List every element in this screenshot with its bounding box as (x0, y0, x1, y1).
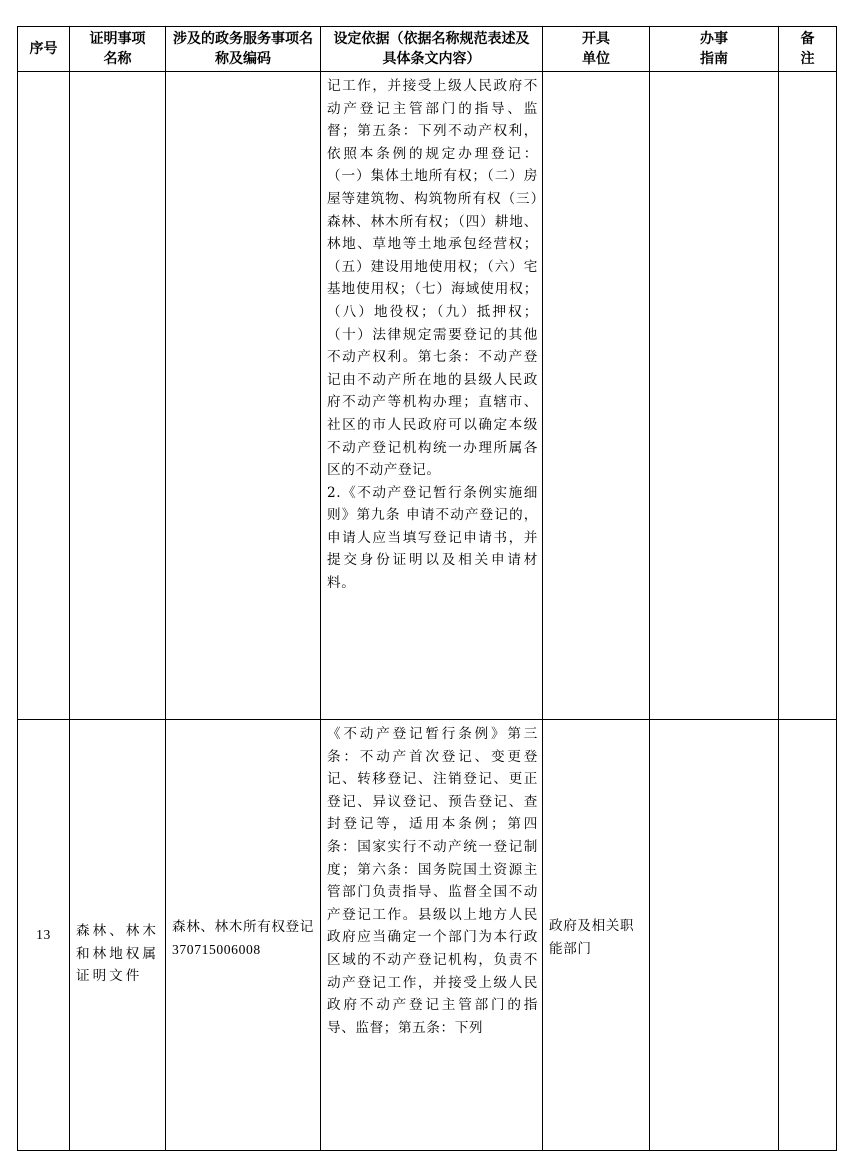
row2-service-code: 370715006008 (172, 942, 261, 957)
header-name: 证明事项名称 (70, 27, 166, 72)
row2-guide (650, 720, 779, 1151)
row2-basis: 《不动产登记暂行条例》第三条：不动产首次登记、变更登记、转移登记、注销登记、更正登记、异议登记、预告登记、查封登记等，适用本条例；第四条：国家实行不动产统一登记制度；第六条：国务院国土资源主管部门负责指导、监督全国不动产登记工作。县级以上地方人民政府应当确定一个部门为本行政区域的不动产登记机构，负责不动产登记工作，并接受上级人民政府不动产登记主管部门的指导、监督；第五条：下列 (321, 720, 543, 1151)
row2-note (779, 720, 837, 1151)
row2-name: 森林、林木和林地权属证明文件 (70, 720, 166, 1151)
row1-basis-paragraph-2: 2.《不动产登记暂行条例实施细则》第九条 申请不动产登记的，申请人应当填写登记申请书，并提交身份证明以及相关申请材料。 (327, 484, 538, 592)
header-note: 备注 (779, 27, 837, 72)
document-page (17, 26, 836, 1151)
row1-guide (650, 72, 779, 720)
row2-service (166, 720, 321, 1151)
header-guide: 办事指南 (650, 27, 779, 72)
row1-seq (18, 72, 70, 720)
header-basis: 设定依据（依据名称规范表述及具体条文内容） (321, 27, 543, 72)
certification-table (17, 26, 837, 1151)
row2-service-name: 森林、林木所有权登记 (172, 919, 314, 936)
row1-basis (321, 72, 543, 720)
header-issuer: 开具单位 (543, 27, 650, 72)
row2-seq: 13 (18, 720, 70, 1151)
table-row (18, 72, 837, 720)
row1-name (70, 72, 166, 720)
header-row (18, 27, 837, 72)
header-service: 涉及的政务服务事项名称及编码 (166, 27, 321, 72)
row1-basis-paragraph-1: 记工作，并接受上级人民政府不动产登记主管部门的指导、监督；第五条：下列不动产权利，依照本条例的规定办理登记：（一）集体土地所有权；（二）房屋等建筑物、构筑物所有权（三）森林、林木所有权；（四）耕地、林地、草地等土地承包经营权；（五）建设用地使用权；（六）宅基地使用权；（七）海域使用权；（八）地役权；（九）抵押权；（十）法律规定需要登记的其他不动产权利。第七条：不动产登记由不动产所在地的县级人民政府不动产等机构办理；直辖市、社区的市人民政府可以确定本级不动产登记机构统一办理所属各区的不动产登记。 (327, 78, 538, 479)
row1-note (779, 72, 837, 720)
row1-issuer (543, 72, 650, 720)
table-row (18, 720, 837, 1151)
header-seq: 序号 (18, 27, 70, 72)
row1-service (166, 72, 321, 720)
row2-issuer: 政府及相关职能部门 (543, 720, 650, 1151)
